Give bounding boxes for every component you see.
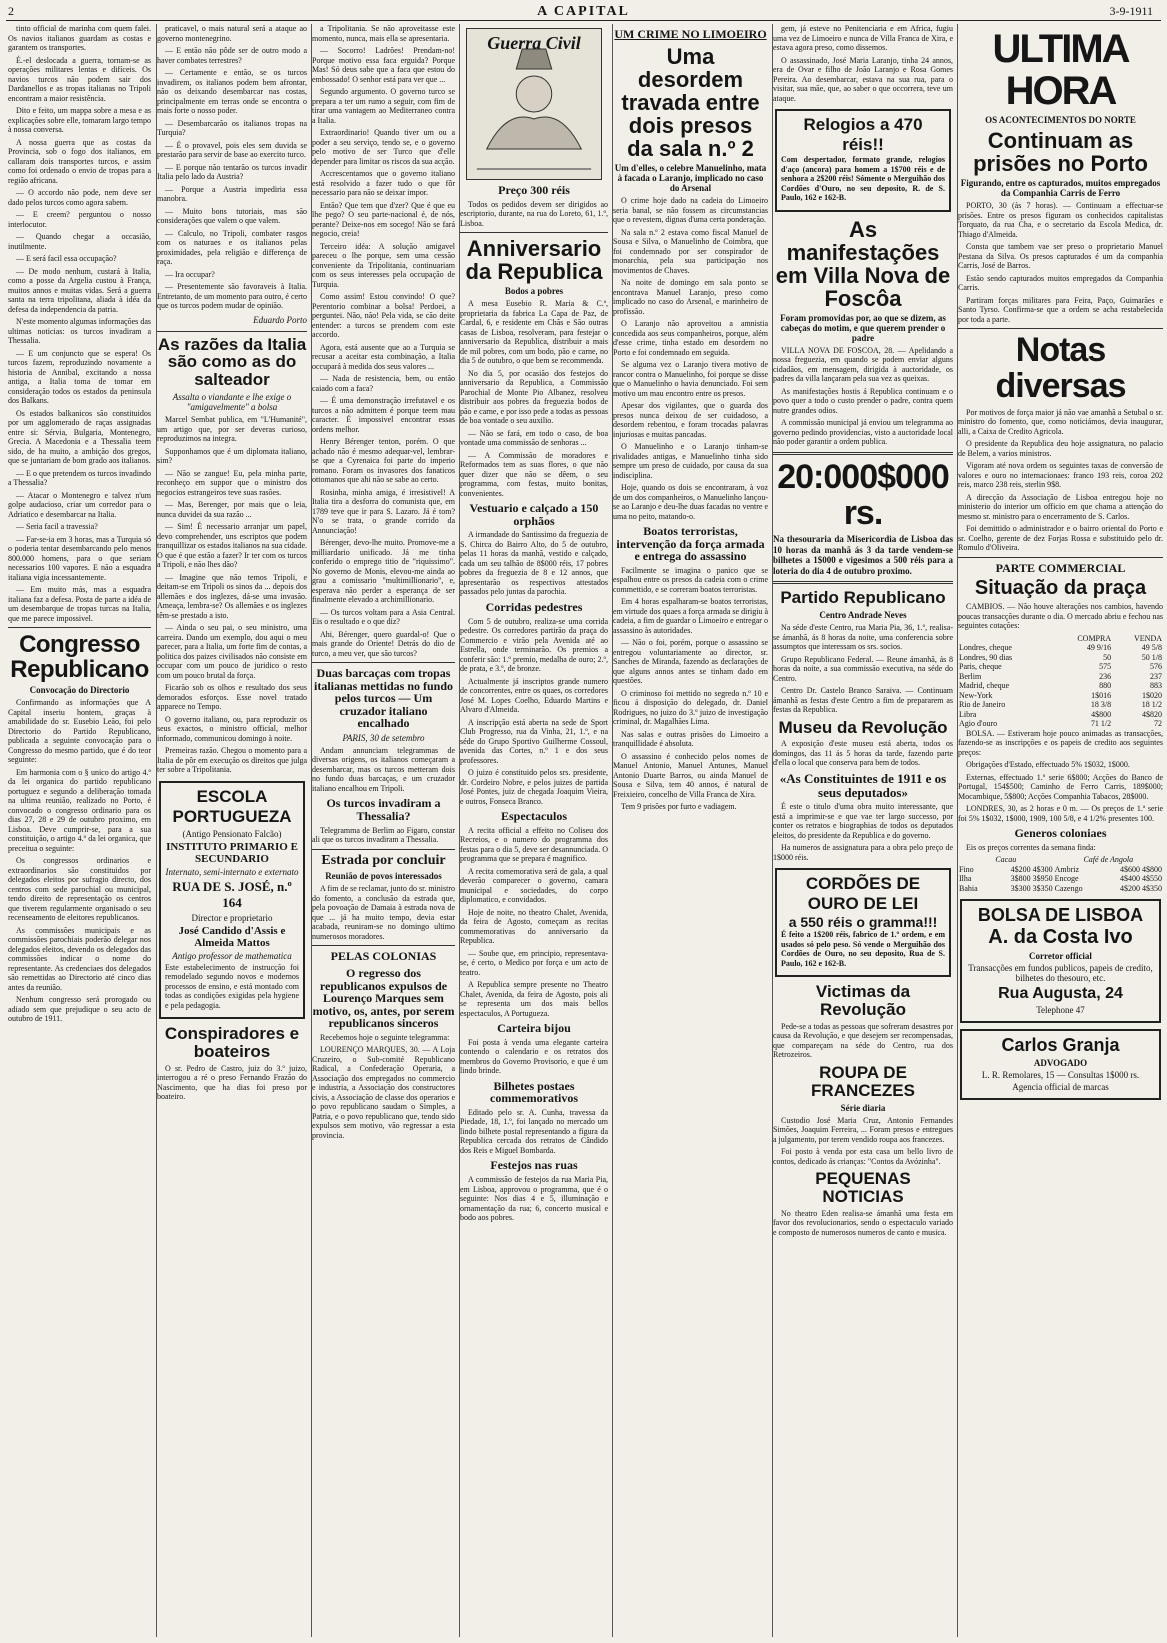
subheadline: Reunião de povos interessados [325,871,442,882]
headline-prisoes-porto: Continuam as prisões no Porto [973,128,1148,177]
paragraph: A commissão de festejos da rua Maria Pia, em Lisboa, approvou o programma, que é o seguinte: Nos dias 4 e 5, illuminação e ornamentação da rua; 6, concerto musical e bodo aos pobres. [460,1175,608,1223]
divider [312,849,455,850]
section-title-crime: UM CRIME NO LIMOEIRO [614,27,767,41]
paragraph: — É uma demonstração irrefutavel e os turcos a não admittem é porque teem mau caracter. É impossivel encontrar essas ordens melhor. [312,396,455,434]
section-title-colonias: PELAS COLONIAS [330,949,437,964]
table-cell: 883 [1150,681,1162,691]
headline-boatos: Boatos terroristas, intervenção da força armada e entrega do assassino [616,524,765,564]
table-cell: 18 1/2 [1141,700,1162,710]
paragraph: Nas salas e outras prisões do Limoeiro a tranquillidade é absoluta. [613,729,768,749]
headline-bilhetes: Bilhetes postaes commemorativos [490,1078,578,1106]
paragraph: Terceiro idéa: A solução amigavel pareceu o lhe porque, sem uma cessão conveniente da Tripolitania, continuariam com os seus interesses pela occupação de Turquia. [312,241,455,289]
paragraph: VILLA NOVA DE FOSCOA, 28. — Apelidando a nossa freguezia, em quando se podem enviar alguns cidadãos, em mensagem, dirigida à auctoridade, os padres da villa lançaram pela sua vez as queixas. [773,345,953,384]
ad-line: Director e proprietario [191,912,273,923]
ad-line: Corretor official [1029,951,1092,962]
paragraph: Então? Que tem que d'zer? Que é que eu lhe pego? O seu parte-nacional é, de nós, perante? Deixe-nos em socego! Não se fará negocio, creia! [312,200,455,238]
paragraph: O juizo é constituido pelos srs. presidente, dr. Cordeiro Nobre, e pelos juizes de partida José Pontes, juiz de chegada Joaquim Vieira, e outros, Fonseca Branco. [460,768,608,806]
subheadline: Bodos a pobres [504,286,564,297]
issue-date: 3-9-1911 [1109,4,1153,18]
ad-line: Internato, semi-internato e externato [165,866,299,877]
paragraph: — Mas, Berenger, por mais que o leia, nunca duvidei da sua razão ... [157,500,307,519]
ad-line: ADVOGADO [1033,1058,1088,1069]
headline-manifestacoes: As manifestações em Villa Nova de Foscôa [775,216,951,311]
paragraph: — Certamente e então, se os turcos invadirem, os italianos podem bem afrontar, não os deixando desembarcar nas costas, principalmente em terras onde se encontra o mais forte o nosso poder. [157,68,307,115]
headline-anniversario: Anniversario da Republica [465,236,603,285]
paragraph: Henry Bérenger tenton, porém. O que achado não é mesmo adequar-vel, lembrar-se que a Cyrenaica foi parte do imperio romano. Foram os invasores dos fanaticos ottomanos que ahi não se sabe ao certo. [312,437,455,484]
ad-line: INSTITUTO PRIMARIO E SECUNDARIO [166,840,298,865]
paragraph: O assassino é conhecido pelos nomes de Manuel Antonio, Manuel Antunes, Manuel Antonio Duarte Barros, ou ainda Manuel de Sousa e Silva, tem 40 annos, é natural de Freixieiro, concelho de Villa Franca de Xira. [613,751,768,799]
paragraph: O criminoso foi mettido no segredo n.º 10 e ficou á disposição do delegado, dr. Daniel Rodrigues, no juizo do 3.º juizo de investigação criminal, dr. Magalhães Lima. [613,688,768,727]
paragraph: As commissões municipais e as commissões parochiais poderão delegar nos delegados eleitos, devendo os delegados das commissões indicar o nome do representante. As credenciaes dos delegados são remettidas ao Directorio até cinco dias antes da reunião. [8,925,151,992]
paragraph: — Presentemente são favoraveis à Italia. Entretanto, de um momento para outro, é certo que os turcos podem mudar de opinião. [157,282,307,310]
subheadline: Série diaria [840,1102,886,1113]
table-cell: Agio d'ouro [959,719,998,729]
headline-lourenco-marques: O regresso dos republicanos expulsos de Lourenço Marques sem motivo, os, antes, por serem republicanos sinceros [312,965,455,1031]
paragraph: A recita official a effeito no Coliseu dos Recreios, e o numero do programma dos festas para o dia 5, deve ser desannunciada. O programma que se prepara é magnifico. [460,825,608,864]
author-signature: Eduardo Porto [253,314,307,325]
table-cell: 3$300 3$350 [1010,883,1053,893]
ad-line: Transacções em fundos publicos, papeis de credito, bilhetes do thesouro, etc. [968,963,1153,984]
table-cell: New-York [959,690,993,700]
table-cell: Berlim [959,671,982,681]
table-cell: 4$820 [1142,709,1162,719]
ad-relogios [775,109,951,212]
paragraph: LOURENÇO MARQUES, 30. — A Loja Cruzeiro, o Sub-comité Republicano Radical, a Confederação Operaria, a Associação dos empregados no commercio e industria, a Associação dos constructores civis, a Associação de classe dos operarios e o povo republicano saudam o Simples, a Patria, e o povo republicano que, tendo sido expulsos sem motivo, vão regressar a esta provincia. [312,1045,455,1140]
paragraph: Actualmente já inscriptos grande numero de concorrentes, entre os quaes, os corredores José M. Lopes Coelho, Eduardo Martins e Alvaro d'Almeida. [460,676,608,715]
headline-generos: Generos coloniaes [1014,826,1107,841]
table-cell: 4$600 4$800 [1120,864,1162,874]
paragraph: — A Commissão de moradores e Reformados tem as suas flores, o que não quer dizer que não se dêem, o seu programma, com festas, muito bonitas, convenientes. [460,450,608,498]
paragraph: — Nada de resistencia, bem, ou então caiado com a faca? [312,374,455,393]
paragraph: Confirmando as informações que A Capital inseriu hontem, graças à amabilidade do sr. Eusebio Leão, foi pelo Directorio do Partido Republicano, publicada a seguinte convocação para o Congresso do mesmo partido, que é do teor seguinte: [8,698,151,765]
table-header-cell: VENDA [1134,633,1162,643]
divider [312,945,455,946]
column-3 [311,24,455,1637]
table-cell: 4$400 4$550 [1120,874,1162,884]
paragraph: — Em muito más, mas a esquadra italiana faz a defesa. Posta de parte a idéa de um desembarque de tropas turcas na Italia, que me parece impossivel. [8,585,151,623]
headline-festejos: Festejos nas ruas [490,1158,578,1173]
table-header-cell: COMPRA [1077,633,1112,643]
table-row [958,672,1163,682]
paragraph: O presidente da Republica deu hoje assignatura, no palacio de Belem, a varios ministros. [958,439,1163,458]
table-cell: Paris, cheque [959,662,1002,672]
paragraph: Em harmonia com o § unico do artigo 4.º da lei organica do partido republicano portuguez e segundo a deliberação tomada na ultima reunião, realizado no Porto, é convocado o congresso ordinario para os dias 27, 28 e 29 de outubro proximo, em Lisboa. Deve cumprir-se, para a sua constituição, o artigo 4.º da lei organica, que preceitua o seguinte: [8,767,151,853]
paragraph: — E porque não tentarão os turcos invadir Italia pelo lado da Austria? [157,162,307,181]
paragraph: Eis os preços correntes da semana finda: [966,842,1096,852]
ad-subtitle: A. da Costa Ivo [988,926,1133,949]
section-title-commercial: PARTE COMMERCIAL [995,560,1126,575]
paragraph: A Republica sempre presente no Theatro Chalet, Avenida, da feira de Agosto, pois ali se representa um dos mais bellos espectaculos, A Portugueza. [460,980,608,1018]
table-header-cell: Cacau [995,855,1017,865]
table-row [958,865,1163,875]
divider [773,581,953,584]
paragraph: É.-el deslocada a guerra, tornam-se as operações militares lentas e difíceis. Os navios turcos não podem sair dos Dardanellos e as tropas italianas no Tripoli encontram a maior resistência. [8,55,151,103]
paragraph: A commissão municipal já enviou um telegramma ao governo pedindo providencias, visto a auctoridade local não poder garantir a ordem publica. [773,418,953,447]
subheadline: Convocação do Directorio [29,685,130,696]
table-cell: 18 3/8 [1090,700,1112,710]
paragraph: a Tripolitania. Se não aproveitasse este momento, nunca, mais ella se apresentaria. [312,24,455,43]
ad-title: Carlos Granja [1001,1035,1120,1056]
headline-thessalia: Os turcos invadiram a Thessalia? [326,796,441,824]
paragraph: — Desembarcarão os italianos tropas na Turquia? [157,118,307,137]
paragraph: O governo italiano, ou, para reproduzir os seus exactos, o ministro official, melhor informado, communicou domingo à noite. [157,714,307,743]
table-cell: 72 [1154,719,1162,729]
paragraph: A exposição d'este museu está aberta, todos os domingos, das 11 ás 5 horas da tarde, fazendo parte d'ella o local que conserva para bem de todos. [773,739,953,768]
paragraph: É este o titulo d'uma obra muito interessante, que está a imprimir-se e que vae ter largo successo, por conter os retratos e biographias de todos os deputados eleitos, do presidente da Republica e do governo. [773,802,953,840]
paragraph: Grupo Republicano Federal. — Reune ámanhã, ás 8 horas da noite, a sua commissão executiva, na séde do Centro. [773,654,953,683]
table-header-cell [958,634,1051,644]
table-row [958,643,1163,653]
headline-corridas: Corridas pedestres [485,599,583,614]
paragraph: BOLSA. — Estiveram hoje pouco animadas as transacções, fazendo-se as inscripções e os papeis de credito aos seguintes preços: [958,728,1163,757]
headline-desordem: Uma desordem travada entre dois presos da sala n.º 2 [621,43,760,161]
table-cell: 71 1/2 [1090,719,1112,729]
paragraph: Pede-se a todas as pessoas que sofreram desastres por causa da Revolução, e que desejem ser recompensadas, que compareçam na séde do Centro, rua dos Retrozeiros. [773,1021,953,1060]
paragraph: A mesa Eusebio R. Maria & C.ª, proprietaria da fabrica La Capa de Paz, de Cardal, 6, e residente em Chãs e São outras casas de Lisboa, resolveram, para festejar o anniversario da Republica, distribuir a mais de mil pobres, com um bodo, pão e carne, no dia 5 de outubro, o que bem se recommenda. [460,299,608,366]
paragraph: — Imagine que não temos Tripoli, e deitam-se em Tripoli os sinos da ... depois dos allemães e dos inglezes, dá-se uma invasão. Ameaça, lembra-se? Os allemães e os inglezes têm-se prestado a isto. [157,572,307,620]
subheadline: Um d'elles, o celebre Manuelinho, mata à facada o Laranjo, implicado no caso do Arsenal [614,163,767,194]
paragraph: Por motivos de força maior já não vae amanhã a Setubal o sr. ministro do fomento, que, como noticiámos, devia inaugurar, alli, a Caixa de Credito Agricola. [958,407,1163,436]
paragraph: As manifestações hostis á Republica continuam e o povo quer a todo o custo prender o padre, contra quem nutre grandes odios. [773,386,953,415]
paragraph: Apesar dos vigilantes, que o guarda dos presos nunca deixou de ser cuidadoso, a desordem rebentou, e foram trocadas palavras injuriosas e muitas pancadas. [613,401,768,439]
ad-address: Rua Augusta, 24 [998,985,1123,1003]
paragraph: Hoje, quando os dois se encontraram, à voz de um dos companheiros, o Manuelinho lançou-se ao Laranjo e deu-lhe duas facadas no ventre e uma no peito, matando-o. [613,483,768,521]
table-cell: 50 1/8 [1141,652,1162,662]
paragraph: O crime hoje dado na cadeia do Limoeiro seria banal, se não fossem as circumstancias que o revestem, dignas d'uma certa ponderação. [613,196,768,225]
paragraph: Na noite de domingo em sala ponto se encontrava Manuel Laranjo, preso como implicado no caso do Arsenal, e marinheiro de profissão. [613,278,768,316]
paragraph: Todos os pedidos devem ser dirigidos ao escriptorio, durante, na rua do Loreto, 61, 1.º, Lisboa. [460,199,608,228]
headline-situacao-praca: Situação da praça [974,577,1147,600]
paragraph: — E será facil essa occupação? [16,254,117,263]
headline-conspiradores: Conspiradores e boateiros [164,1024,300,1061]
table-row [958,710,1163,720]
paragraph: praticavel, o mais natural será a ataque ao governo montenegrino. [157,24,307,43]
paragraph: Rosinha, minha amiga, é irresistivel! A Italia tira a desforra do comunista que, em 1789 teve que ir para S. Lazaro. Já é tom? N'o se trata, o grande corrido da Annunciação! [312,487,455,535]
table-cell: 880 [1099,681,1112,691]
paragraph: A direcção da Associação de Lisboa entregou hoje no ministerio do interior um officio em que chama a attenção do mesmo sr. ministro para o encerramento de S. Carlos. [958,492,1163,521]
paragraph: Consta que tambem vae ser preso o proprietario Manuel Pestana da Silva. Os presos capturados é um da companhia Carris, José de Barros. [958,242,1163,271]
paragraph: Foi demittido o administrador e o bairro oriental do Porto e sr. Coelho, gerente de dez Forjas Rossa e substituido pelo dr. Romulo d'Oliveira. [958,524,1163,553]
table-header-row [958,855,1163,865]
paragraph: — Atacar o Montenegro e talvez n'um golpe audacioso, criar um corredor para o Adriatico e desembarcar na Italia. [8,490,151,519]
table-cell: 49 5/8 [1141,643,1162,653]
paragraph: Segundo argumento. O governo turco se prepara a ter um rumo a seguir, com fim de tirar uma vantagem ao Mediterraneo contra a Italia. [312,87,455,125]
paragraph: Obrigações d'Estado, effectuado 5% 1$032, 1$000. [966,760,1130,770]
paragraph: Ficarão sob os olhos e resultado dos seus demorados esforços. Esse novel tratado apparece no Tempo. [157,683,307,712]
column-4 [459,24,608,1637]
divider [312,662,455,663]
paragraph: Como assim! Estou convindo! O que? Perentorio combinar a bolsa! Perdoei, a perguntei. Não, não! Pela vida, se cão deite entender: a turcos se prendem com este accordo. [312,292,455,339]
paragraph: A nossa guerra que as costas da Provincia, sob o fogo dos italianos, em callaram dois transportes turcos, e assim como foi ordenado o envio de tropas para a região africana. [8,137,151,185]
paragraph: Marcel Sembat publica, em "L'Humanité", um artigo que, por ser deveras curioso, reproduzimos na integra. [157,415,307,444]
paragraph: — E então não pôde ser de outro modo a haver combates terrestres? [157,46,307,65]
table-cell: Ilha [959,874,972,884]
divider [460,232,608,233]
colonial-goods-table [958,855,1163,893]
paragraph: Foi posta à venda uma elegante carteira contendo o calendario e os retratos dos membros do Governo Provisorio, e que é um lindo brinde. [460,1037,608,1076]
paragraph: O assassinado, José Maria Laranjo, tinha 24 annos, era de Ovar e filho de João Laranjo e Rosa Gomes Pereira. Ao desembarcar, estava na sua rua, para o visitar, sua mãe, que, ao saber o que occorrera, teve um ataque. [773,55,953,103]
headline-pequenas-noticias: PEQUENAS NOTICIAS [815,1169,911,1206]
headline-congresso: Congresso Republicano [10,631,149,684]
ad-line: Telephone 47 [1036,1005,1085,1016]
ad-line: L. R. Remolares, 15 — Consultas 1$000 rs. [981,1070,1140,1081]
paragraph: Custodio José Maria Cruz, Antonio Fernandes Simões, Joaquim Ferreira, ... Foram presos e entregues a julgamento, por terem vendido roupa aos francezes. [773,1115,953,1144]
ad-body: Este estabelecimento de instrucção foi remodelado segundo novos e modernos processos de ensino, e está montado com todas as condições exigidas pela hygiene e pela pedagogia. [165,962,299,1010]
paragraph: Bérenger, devo-lhe muito. Promove-me a milliardario unificado. Já me tinha conferido o emprego titio de "riquissimo". No governo de Monis, elevou-me ainda ao grau a comissario "multimillionario", e, esperava não perder a esperança de ser finalmente elevado a archimillionario. [312,538,455,604]
paragraph: No theatro Eden realisa-se ámanhã uma festa em favor dos revolucionarios, sendo o espectaculo variado e composto de numerosos numeros de canto e musica. [773,1208,953,1237]
paragraph: Foi posto à venda por esta casa um bello livro de contos, dedicado ás crianças: "Contos da Avózinha". [773,1147,953,1166]
headline-partido: Partido Republicano [780,588,946,608]
table-row [958,653,1163,663]
price-line: Preço 300 réis [498,183,570,197]
paragraph: Premeiras razão. Chegou o momento para a Italia de pôr em execução os direitos que julga ter sobre a Tripolitania. [157,746,307,775]
paragraph: Partiram forças militares para Feira, Paço, Guimarães e Santo Tyrso. Confirma-se que a ordem se acha restabelecida por toda a parte. [958,295,1163,324]
paragraph: — Far-se-ia em 3 horas, mas a Turquia só o poderia tentar desembarcando pelo menos 800.000 homens, para o que seriam necessarios 100 vapores. E não a esquadra italiana vigia incessantemente. [8,534,151,582]
paragraph: O Manuelinho e o Laranjo tinham-se rivalidades antigas, e Manuelinho tinha sido sempre um preso de cuidado, por causa da sua indisciplina. [613,442,768,480]
ad-escola-portugueza [159,781,305,1020]
table-cell: Bahia [959,883,978,893]
paragraph: PORTO, 30 (ás 7 horas). — Continuam a effectuar-se prisões. Entre os presos figuram os conhecidos capitalistas Torquato, da rua Cha, e o secretario da Escola Medica, dr. Thiago d'Almeida. [958,201,1163,239]
ad-carlos-granja [960,1029,1161,1100]
table-cell: 3$800 3$950 [1010,874,1053,884]
headline-barcacas: Duas barcaças com tropas italianas mettidas no fundo pelos turcos — Um cruzador italiano encalhado [313,666,454,731]
divider [958,557,1163,558]
paragraph: CAMBIOS. — Não houve alterações nos cambios, havendo poucas transacções durante o dia. O mercado abriu e fechou nas seguintes cotações: [958,602,1163,631]
header-rule [6,20,1161,21]
table-cell: 237 [1150,671,1162,681]
paragraph: Os congressos ordinarios e extraordinarios são constituidos por delegados eleitos por sufragio directo, dos centros com sede parochial ou municipal, tendo direito de representação os centros que tiverem regularmente organisado o seu recenseamento de eleitores republicanos. [8,856,151,923]
paragraph: Vigoram até nova ordem os seguintes taxas de conversão de valores e ouro no internacionaes: franco 193 reis, coroa 202 reis, marco 238 reis, sterlin 9$8. [958,461,1163,490]
paragraph: A irmandade do Santissimo da freguezia de S. Chirca do Bairro Alto, do 5 de outubro, pelas 11 horas da manhã, vestido e calçado, cada um seu talhão de 8$000 réis, 17 pobres pobres da freguezia de 8 e 12 annos, que apresentarão os respectivos attestados passados pelo juntas da parochia. [460,530,608,597]
table-header-row [958,634,1163,644]
table-cell: Ambriz [1054,864,1080,874]
paragraph: O sr. Pedro de Castro, juiz do 3.º juizo, interrogou a ré o preso Fernando Frazão do Nascimento, que ha dias foi preso por boateiro. [157,1063,307,1102]
paragraph: — Calculo, no Tripoli, combater rasgos com os naturaes e os italianos pelas proximidades, pela religião e differença de raça. [157,228,307,266]
paragraph: — De modo nenhum, custará à Italia, como a posse da Argelia custou à França, muitos annos e muitas vidas. Será a guerra santa na terra tripolitana, aliada à idéa da defesa da independencia da patria. [8,266,151,314]
headline-estrada: Estrada por concluir [321,852,446,868]
table-row [958,884,1163,894]
ad-title: Relogios a 470 réis!! [803,115,923,154]
paragraph: N'este momento algumas informações das ultimas noticias: os turcos invadiram a Thessalia. [8,317,151,345]
paragraph: LONDRES, 30, as 2 horas e 0 m. — Os preços de 1.ª serie foi 5% 1$032, 1$000, 1909, 100 5/8, e 4 1/2% presentes 100. [958,804,1163,823]
table-cell: Londres, cheque [959,643,1012,653]
paragraph: A inscripção está aberta na sede de Sport Club Progresso, rua da Vinha, 21, 1.º, e na séde do Grupo Sportivo Guilherme Cossoul, avenida das Cortes, n.º 1 e dos seus professores. [460,717,608,765]
ad-line: (Antigo Pensionato Falcão) [182,828,282,839]
paragraph: No dia 5, por ocasião dos festejos do anniversario da Republica, a Commissão Parochial de Monte Pio Albanez, resolveu distribuir aos pobres da freguezia bodos de pão e carne, e por isso pede a todas as pessoas de boa vontade o seu auxilio. [460,368,608,426]
paragraph: A fim de se reclamar, junto do sr. ministro do fomento, a conclusão da estrada que, pela povoação de Damaia à estrada nova de que ... já ha muito tempo, devia estar acabada, reuniram-se no domingo ultimo numerosos moradores. [312,884,455,941]
paragraph: Externas, effectuado 1.º serie 6$800; Acções do Banco de Portugal, 154$500; Caminho de Ferro Carris, 189$000; Mocambique, 5$800; Acções Companhia Tabacos, 28$000. [958,772,1163,801]
table-cell: 236 [1099,671,1112,681]
page-header [0,4,1167,20]
headline-constituintes: «As Constituintes de 1911 e os seus deputados» [779,770,947,800]
paragraph: tinto official de marinha com quem falei. Os navios italianos guardam as costas e garantem os transportes. [8,24,151,52]
paragraph: Extraordinario! Quando tiver um ou a poder a seu serviço, tendo se, e o governo pelo motivo de ser Turco que d'elle depender para limitar os riscos da sua acção. [312,128,455,166]
table-cell: Madrid, cheque [959,681,1010,691]
divider [157,331,307,332]
table-row [958,719,1163,729]
table-cell: 49 9/16 [1086,643,1112,653]
table-row [958,681,1163,691]
ad-title: ESCOLA PORTUGUEZA [172,786,292,826]
paragraph: — Sim! É necessario arranjar um papel, devo comprehender, uns escriptos que podem tranquillizar os estados italianos na sua cidade. O que é que estão a fazer? Ir ter com os turcos a Tripoli, e não lhes dão? [157,522,307,570]
dateline: PARIS, 30 de setembro [342,732,425,743]
column-7 [957,24,1163,1637]
headline-notas-diversas: Notas diversas [995,331,1126,405]
table-row [958,662,1163,672]
table-cell: Rio de Janeiro [959,700,1006,710]
table-cell: 576 [1150,662,1162,672]
ad-subtitle: a 550 réis o gramma!!! [788,914,938,931]
table-cell: 575 [1099,662,1112,672]
table-cell: 4$200 4$350 [1120,883,1162,893]
divider [958,328,1163,329]
cartoon-title: Guerra Civil [487,33,581,53]
table-cell: 4$800 [1091,709,1112,719]
paragraph: Facilmente se imagina o panico que se espalhou entre os presos da cadeia com o crime commettido, e se correram boatos terroristas. [613,565,768,594]
ad-bolsa-lisboa [960,899,1161,1023]
paragraph: — Ainda o seu pai, o seu ministro, uma carreira. Dando um exemplo, dou aqui o meu parecer, para a Italia, um forte fim de contas, a politica dos paizes civilisados não consiste em occupar com um pouco de juridico o resto com um pouco brutal da força. [157,623,307,680]
table-cell: Cazengo [1054,883,1083,893]
paragraph: Com 5 de outubro, realiza-se uma corrida pedestre. Os corredores partirão da praça do Commercio e virão pela Avenida até ao Estrella, onde terminarão. Os premios a conferir são: 1.º premio, medalha de ouro; 2.º, de prata, e 3.º, de bronze. [460,616,608,674]
page-number: 2 [8,4,14,18]
subheadline: OS ACONTECIMENTOS DO NORTE [985,115,1136,125]
ad-line: Antigo professor de mathematica [172,950,292,961]
paragraph: — É o provavel, pois eles sem duvida se prestarão para servir de base ao exercito turco. [157,140,307,159]
paragraph: Recebemos hoje o seguinte telegramma: [320,1032,450,1042]
subheadline: Figurando, entre os capturados, muitos empregados da Companhia Carris de Ferro [960,178,1161,199]
ad-line: José Candido d'Assis e Almeida Mattos [178,924,286,949]
table-header-cell: Café de Angola [1083,855,1134,865]
paragraph: — Seria facil a travessia? [16,522,98,531]
headline-vestuario: Vestuario e calçado a 150 orphãos [469,501,599,528]
paragraph: Supponhamos que é um diplomata italiano, sim? [157,446,307,466]
ad-cordoes-ouro [775,868,951,977]
paragraph: Telegramma de Berlim ao Figaro, constar ali que os turcos invadiram a Thessalia. [312,825,455,845]
table-cell: Libra [959,709,977,719]
paragraph: — E o que pretendem os turcos invadindo a Thessalia? [8,468,151,487]
paragraph: gem, já esteve no Penitenciaria e em Africa, fugiu uma vez de Limoeiro e nunca de Villa Franca de Xira, e estava agora preso, como dissemos. [773,24,953,52]
column-2 [156,24,307,1637]
paragraph: — Os turcos voltam para a Asia Central. Eis o resultado e o que diz? [312,607,455,626]
table-row [958,874,1163,884]
paragraph: — Não se zangue! Eu, pela minha parte, reconheço em suppor que o ministro dos negocios estrangeiros teve suas rasões. [157,468,307,497]
column-1 [8,24,151,1637]
paragraph: — Ira occupar? [165,269,215,279]
paragraph: — O accordo não pode, nem deve ser dado pelos turcos como agora sabem. [8,188,151,207]
paragraph: Os estados balkanicos são constituidos por um agglomerado de raças assignadas entre si: Sérvia, Bulgaria, Montenegro, Grecia. A Macedonia e a Thessalia teem sido, de ha muito, a ambição dos gregos, que se juntariam de bom grado aos italianos. [8,408,151,465]
lottery-amount: 20:000$000 rs. [777,457,949,532]
table-cell: Fino [959,864,974,874]
paragraph: A recita comemorativa será de gala, a qual deverão comparecer o governo, camara municipal e sociedades, do corpo diplomatico, e convidados. [460,866,608,905]
exchange-rates-table [958,634,1163,729]
table-row [958,691,1163,701]
paragraph: Editado pelo sr. A. Cunha, travessa da Piedade, 18, 1.º, foi lançado no mercado um lindo bilhete postal representando a figura da Republica cercada dos retratos de Cândido dos Reis e Miguel Bombarda. [460,1107,608,1155]
paragraph: Tem 9 prisões por furto e vadiagem. [621,802,737,812]
paragraph: Nenhum congresso será prorogado ou adiado sem que prejudique o seu acto de outubro de 1911. [8,995,151,1024]
table-cell: 50 [1103,652,1112,662]
paragraph: — E um conjuncto que se espera! Os turcos fazem, reproduzindo novamente a historia de Annibal, excitando a nossa antiga, a Italia toma de tomar em consideração todos os estados da peninsula dos Balkans. [8,348,151,405]
cartoon-illustration [466,28,602,180]
column-5 [612,24,768,1637]
paragraph: — Soube que, em principio, representava-se, é certo, o Medico por força e um acto de teatro. [460,948,608,977]
paragraph: Estão sendo capturados muitos empregados da Companhia Carris. [958,273,1163,293]
paragraph: Agora, está ausente que ao a Turquia se recusar a aceitar esta combinação, a Italia occupará à medida dos seus valores ... [312,342,455,371]
table-cell: 1$016 [1091,690,1112,700]
paragraph: — Não se fará, em todo o caso, de boa vontade uma commissão de senhoras ... [460,428,608,448]
divider [8,627,151,628]
headline-museu: Museu da Revolução [778,717,948,737]
paragraph: Andam annunciam telegrammas de diversas origens, os italianos começaram a desembarcar, mas os turcos metteram dois no fundo duas barcaças, e um cruzador italiano encalhou em Tripoli. [312,745,455,793]
table-cell: 4$200 4$300 [1010,864,1053,874]
ad-title: CORDÕES DE OURO DE LEI [805,874,921,914]
masthead: A CAPITAL [537,4,630,19]
paragraph: — Porque a Austria impediria essa manobra. [157,184,307,203]
table-cell: Londres, 90 dias [959,652,1013,662]
paragraph: Em 4 horas espalharam-se boatos terroristas, em virtude dos quaes a força armada se dirigiu à cadeia, a fim de guardar o Limoeiro e entregar o assassino às autoridades. [613,597,768,635]
paragraph: Centro Dr. Castelo Branco Saraiva. — Continuam ámanhã as festas d'este Centro a fim de prepararem as festas da Republica. [773,686,953,715]
headline-ultima-hora: ULTIMA HORA [992,27,1129,113]
paragraph: Ha numeros de assignatura para a obra pelo preço de 1$000 réis. [773,843,953,862]
column-6 [772,24,953,1637]
headline-carteira: Carteira bijou [497,1021,571,1036]
divider [773,452,953,455]
paragraph: Na séde d'este Centro, rua Maria Pia, 36, 1.º, realisa-se ámanhã, ás 8 horas da noite, uma conferencia sobre assumptos que interessam os srs. socios. [773,623,953,652]
ad-body: Com despertador, formato grande, relogios d'aço (ancora) para homem a 1$700 réis e de senhora a 2$200 réis! Sómente o Merguihão dos Cordões d'Ouro, no seu deposito, R. de S. Paulo, 162 e 162-B. [781,155,945,202]
table-row [958,700,1163,710]
ad-title: BOLSA DE LISBOA [977,905,1144,926]
paragraph: Hoje de noite, no theatro Chalet, Avenida, da feira de Agosto, começam as recitas commemorativas do anniversario da Republica. [460,907,608,946]
paragraph: Accrescentamos que o governo italiano está resolvido a fazer tudo o que fôr necessario para não se deixar impor. [312,169,455,197]
paragraph: Ahi, Bérenger, quero guardal-o! Que o mais grande do Oriente! Detrás do dio de turco, a meu ver, que são turcos? [312,629,455,658]
table-cell: Encoge [1054,874,1079,884]
headline-razoes-italia: As razões da Italia são como as do salteador [157,334,307,390]
paragraph: — Não o foi, porém, porque o assassino se entregou voluntariamente ao director, sr. Sanches de Miranda, fazendo as declarações de que alguns annos antes se tinham dado em questões. [613,638,768,686]
subheadline: Assalta o viandante e lhe exige o "amigavelmente" a bolsa [172,392,292,413]
ad-body: É feito a 1$200 réis, fabrico de 1.º ordem, e em usados só pelo peso. Só vende o Merguihão dos Cordões de Ouro, no seu deposito, Rua de S. Paulo, 162 e 162-B. [781,930,945,968]
headline-espectaculos: Espectaculos [501,809,567,824]
paragraph: Se alguma vez o Laranjo tivera motivo de rancor contra o Manuelinho, foi porque se disse que o Manuelinho o havia denunciado. Foi sem motivo um mau encontro entre os presos. [613,360,768,398]
paragraph: O Laranjo não aproveitou a amnistia concedida aos seus companheiros, porque, além d'esse crime, tinha estado em desordem no Porto e foi condemnado em seguida. [613,319,768,357]
subheadline: Centro Andrade Neves [819,610,907,621]
subheadline: Foram promovidas por, ao que se dizem, as cabeças do motim, e que querem prender o padre [780,312,946,343]
paragraph: Na sala n.º 2 estava como fiscal Manuel de Sousa e Silva, o Manuelinho de Coimbra, que foi condemnado por ser conspirador de monarchia, pela sua participação nos movimentos de Chaves. [613,227,768,275]
paragraph: — E creem? perguntou o nosso interlocutor. [8,210,151,229]
headline-roupa: ROUPA DE FRANCEZES [811,1062,915,1100]
paragraph: — Muito bons tutoriais, mas são considerações que valem o que valem. [157,206,307,225]
paragraph: — Socorro! Ladrões! Prendam-no! Porque motivo essa faca erguida? Porque Mas! Só deus sabe que a faca que estou do embossado! O senhor está para ver que ... [312,46,455,84]
headline-victimas: Victimas da Revolução [815,982,911,1020]
ad-line: Agencia official de marcas [1012,1082,1109,1093]
paragraph: Dito e feito, um mappa sobre a mesa e as explicações sobre elle, tomaram largo tempo à nossa conversa. [8,106,151,134]
ad-address: RUA DE S. JOSÉ, n.º 164 [172,878,292,910]
lottery-notice: Na thesouraria da Misericordia de Lisboa das 10 horas da manhã ás 3 da tarde vendem-se bilhetes a 1$000 e vigesimos a 500 réis para a loteria do dia 4 de outubro proximo. [773,534,953,576]
paragraph: — Quando chegar a occasião, inutilmente. [8,232,151,251]
table-cell: 1$020 [1142,690,1162,700]
